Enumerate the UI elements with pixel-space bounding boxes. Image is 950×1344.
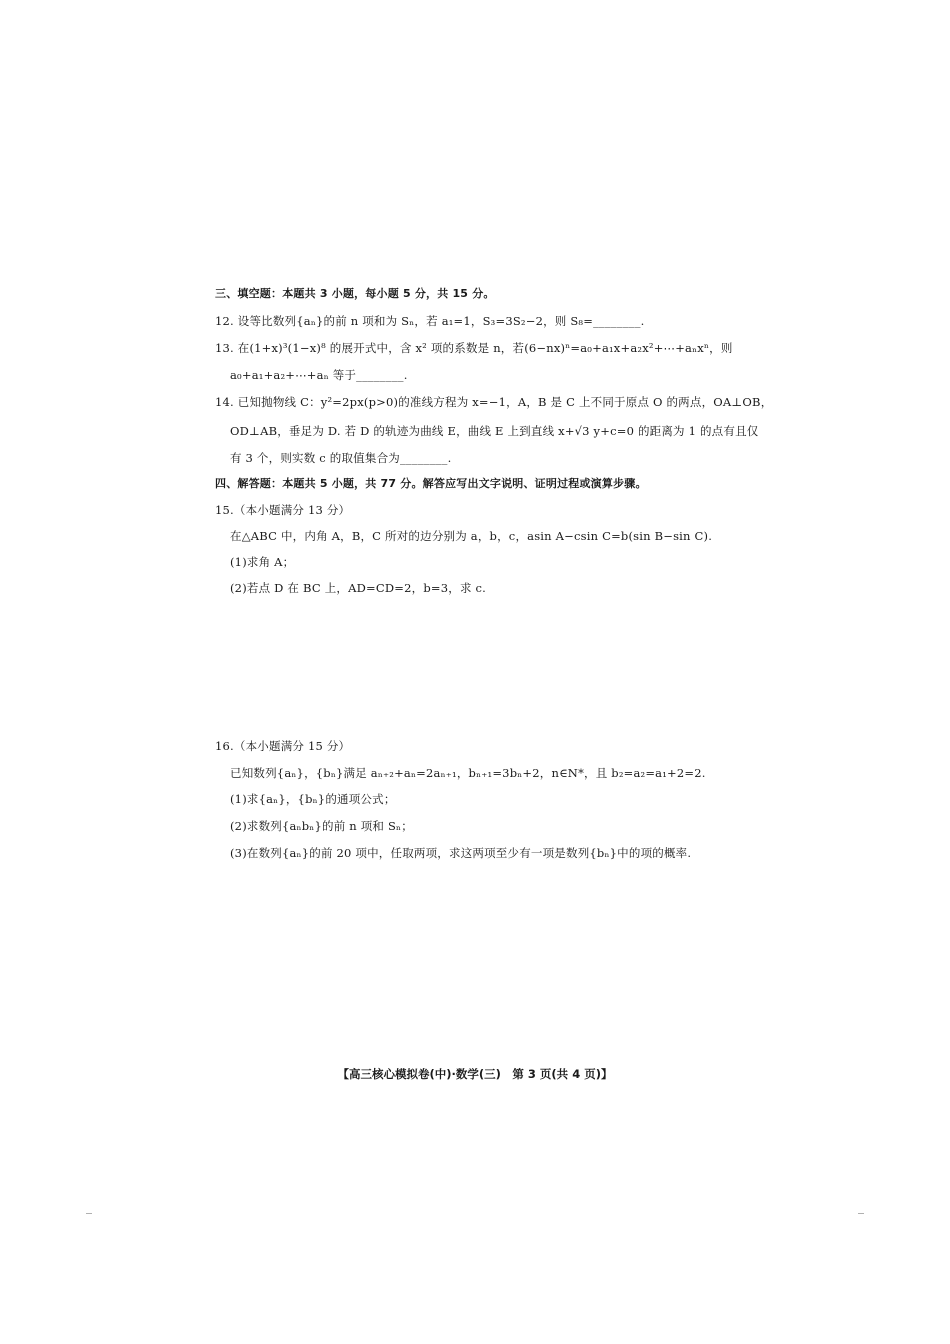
section3-heading: 三、填空题：本题共 3 小题，每小题 5 分，共 15 分。 xyxy=(215,287,495,300)
corner-mark-left xyxy=(86,1213,92,1214)
page-footer: 【高三核心模拟卷(中)·数学(三) 第 3 页(共 4 页)】 xyxy=(337,1067,613,1081)
question-13-line1: 13. 在(1+x)³(1−x)⁸ 的展开式中，含 x² 项的系数是 n，若(6−nx)ⁿ=a₀+a₁x+a₂x²+⋯+aₙxⁿ，则 xyxy=(215,341,733,355)
question-16-title: 16.（本小题满分 15 分） xyxy=(215,739,351,753)
question-14-line3: 有 3 个，则实数 c 的取值集合为________. xyxy=(230,451,452,465)
question-14-line1: 14. 已知抛物线 C：y²=2px(p>0)的准线方程为 x=−1，A，B 是 C 上不同于原点 O 的两点，OA⊥OB， xyxy=(215,395,773,409)
question-15-title: 15.（本小题满分 13 分） xyxy=(215,503,351,517)
question-16-part1: (1)求{aₙ}，{bₙ}的通项公式； xyxy=(230,792,396,806)
question-15-part1: (1)求角 A； xyxy=(230,555,295,569)
question-16-stem: 已知数列{aₙ}，{bₙ}满足 aₙ₊₂+aₙ=2aₙ₊₁，bₙ₊₁=3bₙ+2，n∈N*，且 b₂=a₂=a₁+2=2. xyxy=(230,766,706,780)
question-16-part3: (3)在数列{aₙ}的前 20 项中，任取两项，求这两项至少有一项是数列{bₙ}中的项的概率. xyxy=(230,846,692,860)
question-16-part2: (2)求数列{aₙbₙ}的前 n 项和 Sₙ； xyxy=(230,819,413,833)
corner-mark-right xyxy=(858,1213,864,1214)
question-15-stem: 在△ABC 中，内角 A，B，C 所对的边分别为 a，b，c，asin A−csin C=b(sin B−sin C). xyxy=(230,529,713,543)
question-13-line2: a₀+a₁+a₂+⋯+aₙ 等于________. xyxy=(230,368,408,382)
question-15-part2: (2)若点 D 在 BC 上，AD=CD=2，b=3，求 c. xyxy=(230,581,486,595)
question-14-line2: OD⊥AB，垂足为 D. 若 D 的轨迹为曲线 E，曲线 E 上到直线 x+√3 y+c=0 的距离为 1 的点有且仅 xyxy=(230,424,759,438)
section4-heading: 四、解答题：本题共 5 小题，共 77 分。解答应写出文字说明、证明过程或演算步骤。 xyxy=(215,477,647,490)
question-12: 12. 设等比数列{aₙ}的前 n 项和为 Sₙ，若 a₁=1，S₃=3S₂−2，则 S₈=________. xyxy=(215,314,645,328)
